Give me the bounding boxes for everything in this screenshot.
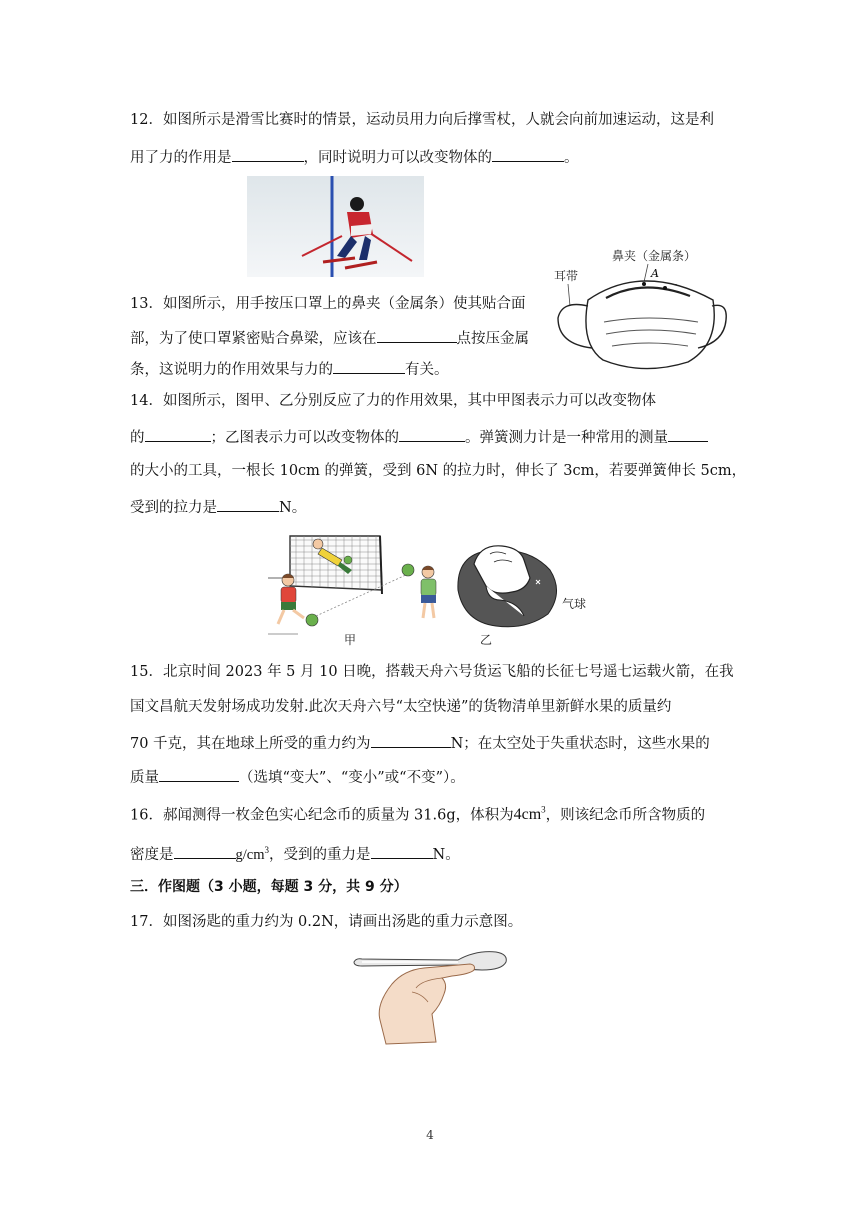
q16-volume: $4cm^3$ [513, 805, 546, 824]
q17-line1: 17．如图汤匙的重力约为 0.2N，请画出汤匙的重力示意图。 [130, 914, 523, 930]
q13-line1: 13．如图所示，用手按压口罩上的鼻夹（金属条）使其贴合面 [130, 296, 526, 312]
mask-figure [548, 244, 728, 374]
q13-text-d: 有关。 [405, 362, 449, 378]
q16-text-a: 16．郝闻测得一枚金色实心纪念币的质量为 31.6g，体积为 [130, 807, 514, 824]
q15-line4 [130, 766, 465, 788]
q15-line1: 15．北京时间 2023 年 5 月 10 日晚，搭载天舟六号货运飞船的长征七号遥七运载火箭，在我 [130, 664, 734, 680]
q12-text-c: 。 [564, 150, 579, 166]
q12-line1: 12．如图所示是滑雪比赛时的情景，运动员用力向后撑雪杖，人就会向前加速运动，这是利 [130, 112, 714, 128]
q16-text-d: ，受到的重力是 [269, 846, 371, 863]
q14-blank-4[interactable] [217, 496, 279, 512]
q14-text-c: 。弹簧测力计是一种常用的测量 [465, 430, 668, 446]
q13-text-b: 点按压金属 [456, 331, 529, 347]
q16-unit: $g/cm^3$ [235, 845, 269, 863]
q16-text-e: N。 [432, 846, 460, 863]
q15-text-b: N；在太空处于失重状态时，这些水果的 [450, 736, 710, 752]
q12-blank-1[interactable] [232, 146, 304, 162]
q12-text-b: ，同时说明力可以改变物体的 [303, 150, 492, 166]
q14-text-a: 的 [130, 430, 145, 446]
q15-blank-1[interactable] [371, 732, 451, 748]
q14-line2 [130, 426, 708, 448]
mask-label-ear-strap: 耳带 [554, 269, 579, 283]
q13-line3 [130, 358, 449, 380]
force-effect-figure [268, 530, 608, 648]
q15-line3 [130, 732, 710, 754]
q14-text-e: N。 [279, 500, 307, 516]
fig-label-jia: 甲 [344, 633, 357, 647]
q14-blank-2[interactable] [399, 426, 465, 442]
q16-text-b: ，则该纪念币所含物质的 [545, 807, 706, 824]
q12-blank-2[interactable] [492, 146, 564, 162]
q14-line1: 14．如图所示，图甲、乙分别反应了力的作用效果，其中甲图表示力可以改变物体 [130, 393, 656, 409]
q15-text-a: 70 千克，其在地球上所受的重力约为 [130, 736, 371, 752]
q16-blank-1[interactable] [174, 843, 236, 859]
section-3-heading: 三．作图题（3 小题，每题 3 分，共 9 分） [130, 879, 408, 895]
balloon-label: 气球 [562, 597, 587, 611]
q14-blank-1[interactable] [145, 426, 211, 442]
q13-blank-2[interactable] [333, 358, 405, 374]
spoon-hand-figure [352, 944, 510, 1046]
q15-line2: 国文昌航天发射场成功发射.此次天舟六号“太空快递”的货物清单里新鲜水果的质量约 [130, 699, 672, 715]
q13-text-a: 部，为了使口罩紧密贴合鼻梁，应该在 [130, 331, 377, 347]
q16-blank-2[interactable] [371, 843, 433, 859]
balloon-hand [458, 546, 557, 627]
skiing-photo [247, 176, 424, 277]
q13-text-c: 条，这说明力的作用效果与力的 [130, 362, 333, 378]
q12-text-a: 用了力的作用是 [130, 150, 232, 166]
header-boy [402, 564, 436, 618]
q14-text-d: 受到的拉力是 [130, 500, 217, 516]
q16-line1 [130, 800, 705, 825]
q15-blank-2[interactable] [159, 766, 239, 782]
mask-label-a: A [651, 267, 659, 280]
q14-blank-3[interactable] [668, 426, 708, 442]
q15-text-c: 质量 [130, 770, 159, 786]
q15-text-d: （选填“变大”、“变小”或“不变”）。 [239, 770, 465, 786]
q14-line3: 的大小的工具，一根长 10cm 的弹簧，受到 6N 的拉力时，伸长了 3cm，若要弹簧伸长 5cm， [130, 463, 747, 479]
fig-label-yi: 乙 [480, 633, 493, 647]
q14-text-b: ；乙图表示力可以改变物体的 [210, 430, 399, 446]
q13-line2 [130, 327, 529, 349]
mask-label-nose-clip: 鼻夹（金属条） [612, 249, 697, 263]
q14-line4 [130, 496, 306, 518]
q13-blank-1[interactable] [377, 327, 457, 343]
page-number: 4 [426, 1128, 434, 1142]
q12-line2 [130, 146, 579, 168]
q16-text-c: 密度是 [130, 846, 174, 863]
q16-line2 [130, 840, 460, 865]
